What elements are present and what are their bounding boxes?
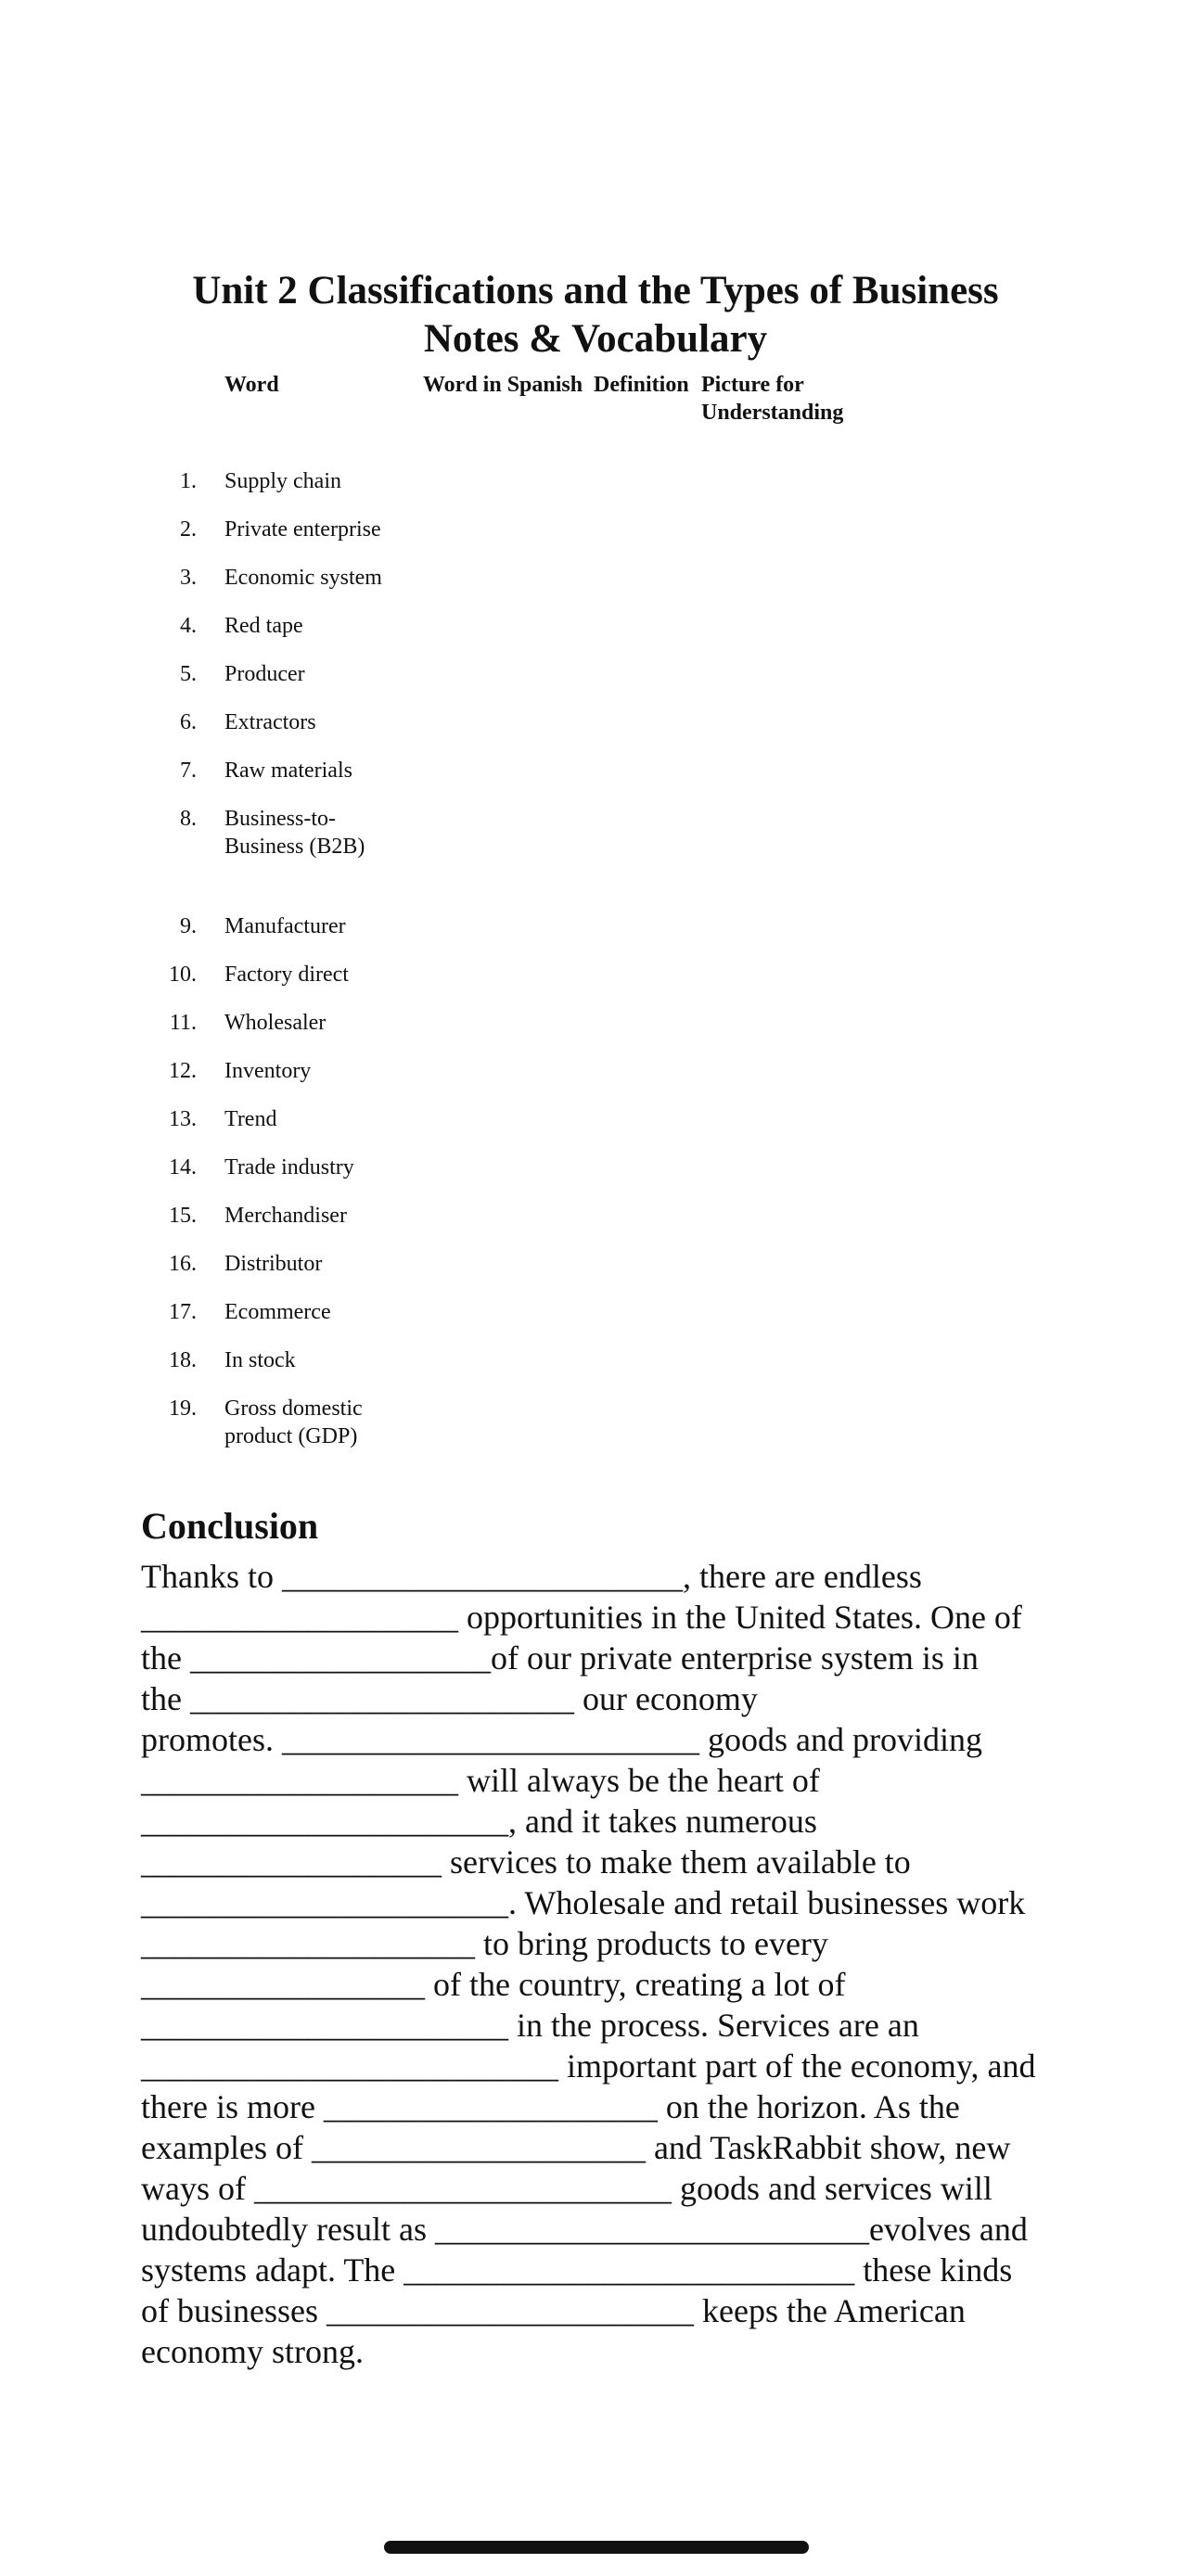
vocab-term: Red tape bbox=[224, 614, 303, 638]
vocab-term: Inventory bbox=[224, 1059, 312, 1083]
vocab-item bbox=[0, 612, 649, 660]
vocab-number: 5. bbox=[180, 662, 197, 686]
vocab-term: Gross domestic product (GDP) bbox=[224, 1396, 363, 1448]
column-header-word: Word bbox=[224, 373, 279, 397]
vocab-number: 18. bbox=[169, 1348, 197, 1372]
vocab-item bbox=[0, 708, 649, 757]
vocab-term: Factory direct bbox=[224, 963, 349, 987]
vocab-item bbox=[0, 467, 649, 516]
title-line-2: Notes & Vocabulary bbox=[423, 317, 768, 361]
conclusion-line: Thanks to ________________________, there are endless bbox=[141, 1558, 922, 1595]
conclusion-line: ______________________ in the process. Services are an bbox=[141, 2007, 919, 2044]
vocab-number: 2. bbox=[180, 517, 197, 542]
vocab-number: 17. bbox=[169, 1300, 197, 1324]
vocab-item bbox=[0, 912, 649, 961]
conclusion-line: there is more ____________________ on the horizon. As the bbox=[141, 2088, 960, 2125]
vocab-item bbox=[0, 805, 649, 912]
vocab-number: 1. bbox=[180, 469, 197, 493]
vocab-item bbox=[0, 1298, 649, 1346]
vocab-item bbox=[0, 660, 649, 708]
vocab-number: 11. bbox=[169, 1011, 197, 1035]
vocab-term: Supply chain bbox=[224, 469, 341, 493]
vocab-term: Raw materials bbox=[224, 759, 352, 783]
conclusion-heading: Conclusion bbox=[141, 1505, 319, 1547]
vocab-item bbox=[0, 1395, 649, 1502]
conclusion-line: economy strong. bbox=[141, 2333, 364, 2370]
vocab-number: 3. bbox=[180, 566, 197, 590]
title-line-1: Unit 2 Classifications and the Types of Business bbox=[192, 269, 999, 312]
vocab-item bbox=[0, 1202, 649, 1250]
conclusion-line: of businesses ______________________ keeps the American bbox=[141, 2292, 966, 2329]
conclusion-line: ____________________ to bring products to every bbox=[141, 1925, 828, 1962]
vocab-number: 9. bbox=[180, 914, 197, 938]
vocab-term: Producer bbox=[224, 662, 305, 686]
vocab-item bbox=[0, 1250, 649, 1298]
conclusion-line: ___________________ opportunities in the United States. One of bbox=[141, 1599, 1022, 1636]
column-header-picture-line-1: Picture for bbox=[701, 373, 804, 397]
conclusion-line: ______________________. Wholesale and retail businesses work bbox=[141, 1884, 1026, 1921]
vocab-number: 10. bbox=[169, 963, 197, 987]
vocab-number: 19. bbox=[169, 1396, 197, 1421]
vocab-number: 8. bbox=[180, 807, 197, 831]
conclusion-line: the __________________of our private enterprise system is in bbox=[141, 1639, 979, 1677]
column-header-picture bbox=[701, 371, 887, 427]
vocab-item bbox=[0, 1009, 649, 1057]
conclusion-line: ___________________ will always be the heart of bbox=[141, 1762, 820, 1799]
vocab-item bbox=[0, 516, 649, 564]
vocab-term: Extractors bbox=[224, 710, 316, 734]
vocab-term: Economic system bbox=[224, 566, 382, 590]
vocab-term: Trend bbox=[224, 1107, 277, 1131]
vocab-term: Private enterprise bbox=[224, 517, 381, 542]
vocab-number: 7. bbox=[180, 759, 197, 783]
vocab-item bbox=[0, 564, 649, 612]
vocab-term: Trade industry bbox=[224, 1155, 354, 1180]
vocab-number: 4. bbox=[180, 614, 197, 638]
vocab-item bbox=[0, 961, 649, 1009]
vocab-number: 14. bbox=[169, 1155, 197, 1180]
column-header-picture-line-2: Understanding bbox=[701, 401, 844, 425]
column-header-spanish: Word in Spanish bbox=[423, 373, 583, 397]
conclusion-line: _________________ of the country, creating a lot of bbox=[141, 1966, 846, 2003]
conclusion-line: undoubtedly result as __________________________evolves and bbox=[141, 2211, 1028, 2248]
vocab-term: Ecommerce bbox=[224, 1300, 331, 1324]
vocab-term: In stock bbox=[224, 1348, 296, 1372]
vocab-item bbox=[0, 1154, 649, 1202]
conclusion-line: __________________ services to make them available to bbox=[141, 1843, 911, 1881]
vocab-number: 6. bbox=[180, 710, 197, 734]
vocab-item bbox=[0, 757, 649, 805]
conclusion-line: _________________________ important part of the economy, and bbox=[141, 2047, 1036, 2085]
vocab-number: 15. bbox=[169, 1204, 197, 1228]
vocab-item bbox=[0, 1105, 649, 1154]
vocab-number: 13. bbox=[169, 1107, 197, 1131]
vocab-term: Business-to- Business (B2B) bbox=[224, 807, 365, 859]
conclusion-line: ways of _________________________ goods and services will bbox=[141, 2170, 992, 2207]
vocab-item bbox=[0, 1057, 649, 1105]
conclusion-paragraph bbox=[141, 1556, 1069, 2372]
conclusion-line: promotes. _________________________ goods and providing bbox=[141, 1721, 982, 1758]
page-title bbox=[139, 267, 1052, 363]
conclusion-line: examples of ____________________ and TaskRabbit show, new bbox=[141, 2129, 1011, 2166]
conclusion-line: ______________________, and it takes numerous bbox=[141, 1803, 817, 1840]
conclusion-line: the _______________________ our economy bbox=[141, 1680, 758, 1717]
vocab-term: Wholesaler bbox=[224, 1011, 327, 1035]
vocabulary-list bbox=[0, 467, 649, 1502]
column-header-definition: Definition bbox=[594, 373, 689, 397]
vocab-number: 16. bbox=[169, 1252, 197, 1276]
home-indicator[interactable] bbox=[384, 2541, 809, 2554]
vocab-term: Distributor bbox=[224, 1252, 323, 1276]
vocab-term: Merchandiser bbox=[224, 1204, 347, 1228]
vocab-item bbox=[0, 1346, 649, 1395]
conclusion-line: systems adapt. The ___________________________ these kinds bbox=[141, 2251, 1013, 2289]
vocab-term: Manufacturer bbox=[224, 914, 346, 938]
vocab-number: 12. bbox=[169, 1059, 197, 1083]
